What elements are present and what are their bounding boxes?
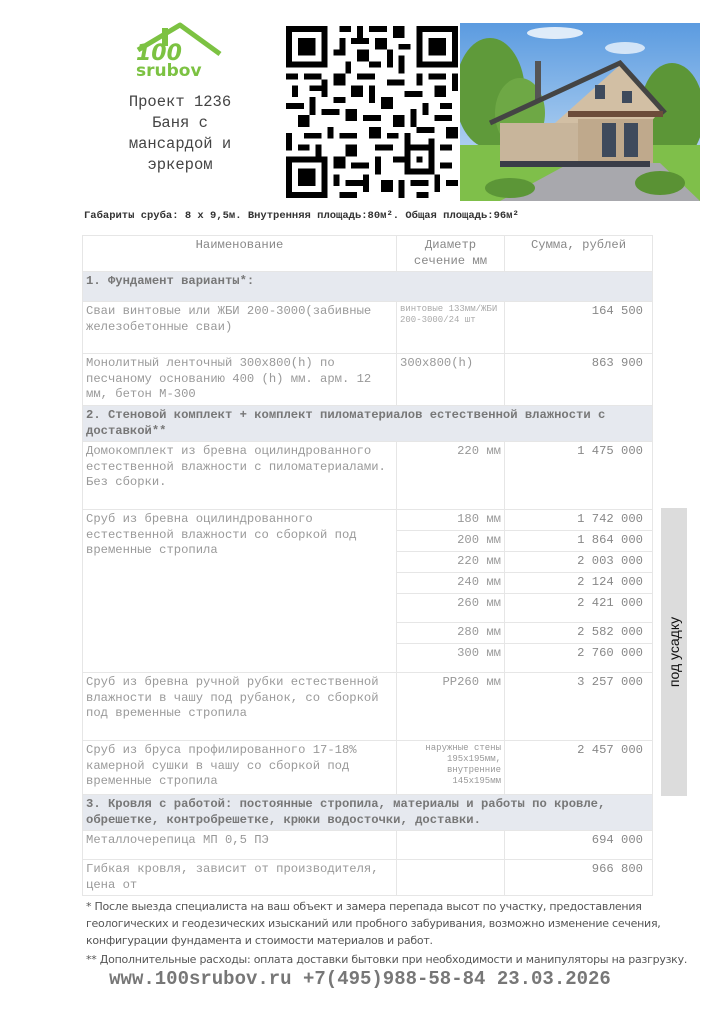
row-diameter	[397, 831, 505, 860]
row-name: Монолитный ленточный 300х800(h) по песчаному основанию 400 (h) мм. арм. 12 мм, бетон М-300	[83, 354, 397, 406]
row-sum: 1 864 000	[505, 531, 653, 552]
row-name: Металлочерепица МП 0,5 ПЭ	[83, 831, 397, 860]
row-sum: 1 475 000	[505, 442, 653, 510]
row-sum: 2 582 000	[505, 623, 653, 644]
house-render-photo	[460, 23, 700, 201]
row-sum: 1 742 000	[505, 510, 653, 531]
row-sum: 2 760 000	[505, 644, 653, 673]
table-row	[83, 860, 653, 896]
row-name: Домокомплект из бревна оцилиндрованного естественной влажности с пиломатериалами. Без сборки.	[83, 442, 397, 510]
logo-number: 100	[136, 41, 182, 66]
table-row	[83, 354, 653, 406]
dimensions-summary: Габариты сруба: 8 х 9,5м. Внутренняя площадь:80м². Общая площадь:96м²	[84, 210, 519, 222]
row-diameter: 200 мм	[397, 531, 505, 552]
row-diameter: 300 мм	[397, 644, 505, 673]
header-diameter: Диаметр сечение мм	[397, 236, 505, 272]
row-name: Сруб из бруса профилированного 17-18% камерной сушки в чашу со сборкой под временные стропила	[83, 741, 397, 795]
section-title: 3. Кровля с работой: постоянные стропила, материалы и работы по кровле, обрешетке, контробрешетке, крюки водосточки, доставки.	[83, 795, 653, 831]
row-sum: 2 421 000	[505, 594, 653, 623]
logo-wordmark: srubov	[136, 61, 202, 78]
row-diameter: 300х800(h)	[397, 354, 505, 406]
section-title: 1. Фундамент варианты*:	[83, 272, 653, 302]
header-name: Наименование	[83, 236, 397, 272]
project-title-line: Проект 1236	[128, 93, 232, 111]
table-header-row	[83, 236, 653, 272]
section-title: 2. Стеновой комплект + комплект пиломатериалов естественной влажности с доставкой**	[83, 406, 653, 442]
row-sum: 2 457 000	[505, 741, 653, 795]
project-title-line: эркером	[147, 156, 213, 174]
qr-code[interactable]	[286, 26, 458, 198]
row-diameter: 220 мм	[397, 552, 505, 573]
footnotes	[86, 898, 706, 968]
table-row	[83, 442, 653, 510]
side-label-text: под усадку	[666, 616, 682, 688]
row-sum: 966 800	[505, 860, 653, 896]
shrinkage-side-label	[661, 508, 687, 796]
row-diameter: 260 мм	[397, 594, 505, 623]
row-diameter: 220 мм	[397, 442, 505, 510]
company-logo	[128, 22, 224, 78]
row-name: Сруб из бревна ручной рубки естественной влажности в чашу под рубанок, со сборкой под временные стропила	[83, 673, 397, 741]
project-title-line: Баня с	[152, 114, 208, 132]
row-diameter	[397, 860, 505, 896]
row-diameter: 280 мм	[397, 623, 505, 644]
row-sum: 863 900	[505, 354, 653, 406]
row-sum: 2 124 000	[505, 573, 653, 594]
section-header	[83, 795, 653, 831]
footnote-2: ** Дополнительные расходы: оплата доставки бытовки при необходимости и манипуляторы на разгрузку.	[86, 953, 688, 966]
row-sum: 2 003 000	[505, 552, 653, 573]
row-diameter: 180 мм	[397, 510, 505, 531]
row-sum: 164 500	[505, 302, 653, 354]
row-name: Гибкая кровля, зависит от производителя, цена от	[83, 860, 397, 896]
row-diameter: РР260 мм	[397, 673, 505, 741]
project-title	[100, 92, 260, 176]
footnote-1: * После выезда специалиста на ваш объект и замера перепада высот по участку, предоставления геологических и геодезических изысканий или пробного забуривания, возможно изменение сечения, конфигурации фундамента и стоимости материалов и работ.	[86, 900, 661, 947]
price-table	[82, 235, 653, 896]
table-row	[83, 673, 653, 741]
contact-footer: www.100srubov.ru +7(495)988-58-84 23.03.2026	[109, 968, 611, 990]
table-row	[83, 831, 653, 860]
table-row	[83, 741, 653, 795]
row-name: Сваи винтовые или ЖБИ 200-3000(забивные железобетонные сваи)	[83, 302, 397, 354]
section-header	[83, 272, 653, 302]
project-title-line: мансардой и	[128, 135, 232, 153]
row-diameter: 240 мм	[397, 573, 505, 594]
row-diameter: винтовые 133мм/ЖБИ 200-3000/24 шт	[397, 302, 505, 354]
row-sum: 694 000	[505, 831, 653, 860]
row-diameter: наружные стены 195х195мм, внутренние 145х195мм	[397, 741, 505, 795]
table-row	[83, 510, 653, 531]
row-sum: 3 257 000	[505, 673, 653, 741]
table-row	[83, 302, 653, 354]
section-header	[83, 406, 653, 442]
header-sum: Сумма, рублей	[505, 236, 653, 272]
row-name: Сруб из бревна оцилиндрованного естественной влажности со сборкой под временные стропила	[83, 510, 397, 673]
